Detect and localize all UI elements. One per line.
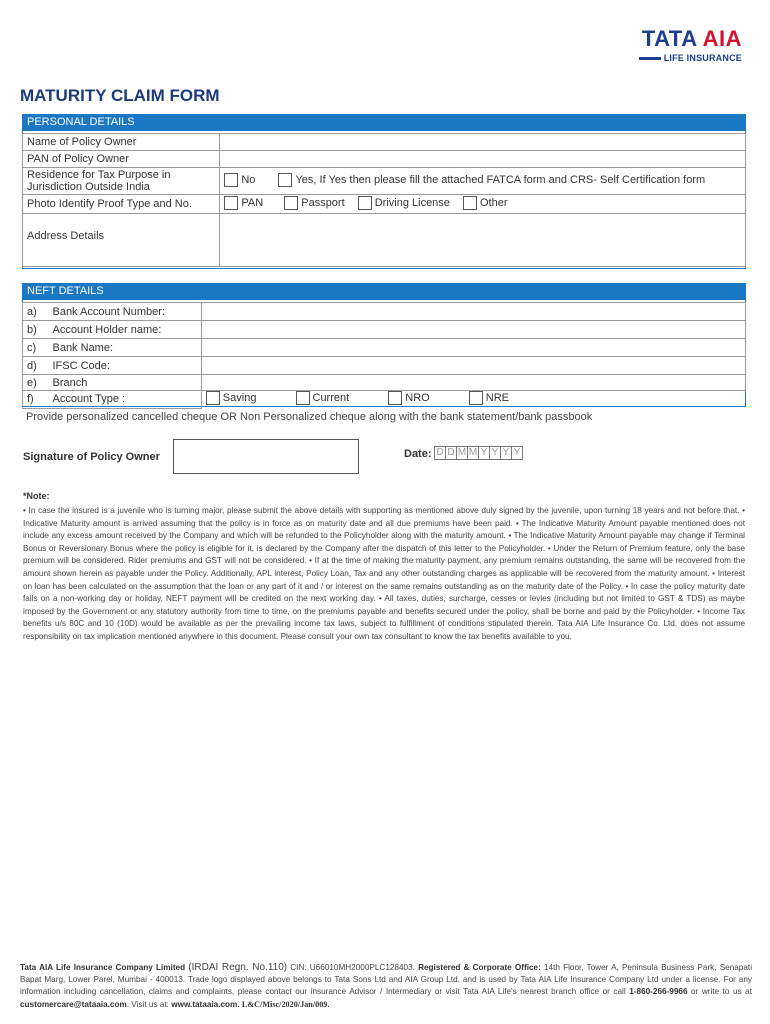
neft-details-table xyxy=(22,302,746,409)
date-cell-day-1[interactable]: D xyxy=(434,446,446,460)
neft-letter-f: f) xyxy=(23,391,49,409)
residence-label: Residence for Tax Purpose in Jurisdiction Outside India xyxy=(23,168,220,195)
logo-wordmark xyxy=(639,26,742,52)
cheque-instruction: Provide personalized cancelled cheque OR Non Personalized cheque along with the bank statement/bank passbook xyxy=(26,411,593,423)
footer-phone: 1-860-266-9966 xyxy=(629,987,688,997)
photo-option-other[interactable] xyxy=(463,196,508,210)
nre-checkbox[interactable] xyxy=(469,391,483,405)
photo-option-passport[interactable] xyxy=(284,196,344,210)
form-title: MATURITY CLAIM FORM xyxy=(20,86,220,105)
footer-company: Tata AIA Life Insurance Company Limited xyxy=(20,963,186,972)
photo-option-driving-license[interactable] xyxy=(358,196,450,210)
photo-passport-checkbox[interactable] xyxy=(284,196,298,210)
name-label: Name of Policy Owner xyxy=(23,134,220,151)
pan-label: PAN of Policy Owner xyxy=(23,151,220,168)
bank-account-number-label: Bank Account Number: xyxy=(48,303,201,321)
date-cell-year-4[interactable]: Y xyxy=(511,446,523,460)
logo-aia: AIA xyxy=(702,26,742,51)
bank-name-label: Bank Name: xyxy=(48,339,201,357)
account-type-options xyxy=(201,391,745,409)
personal-details-header: PERSONAL DETAILS xyxy=(22,114,746,131)
date-cell-year-3[interactable]: Y xyxy=(500,446,512,460)
residence-options xyxy=(220,168,746,195)
footer-email[interactable]: customercare@tataaia.com xyxy=(20,999,127,1009)
name-field[interactable] xyxy=(220,134,746,151)
nro-label: NRO xyxy=(405,392,430,404)
date-cell-year-2[interactable]: Y xyxy=(489,446,501,460)
photo-driving-license-label: Driving License xyxy=(374,196,450,209)
address-field[interactable] xyxy=(220,214,746,267)
account-type-nro[interactable] xyxy=(388,391,429,405)
logo-bar-icon xyxy=(639,57,661,60)
footer-regn: (IRDAI Regn. No.110) xyxy=(188,962,288,973)
note-body: • In case the insured is a juvenile who is turning major, please submit the above details with supporting as mentioned above duly signed by the juvenile, upon turning 18 years and not before that. • Indicative Maturity amount is arrived assuming that the policy is in force as on maturity date and all due premiums have been paid. • The Indicative Maturity Amount payable mentioned does not include any excess amount received by the Company and which will be refunded to the Policyholder along with the maturity amount. • The Indicative Maturity Amount payable may change if Terminal Bonus or Reversionary Bonus where the policy is eligible for it, is declared by the Company after the dispatch of this letter to the Policyholder. • Under the Return of Premium feature, only the base premium will be considered. Rider premiums and GST will not be considered. • If at the time of making the maturity payment, any premium remains outstanding, the same will be recovered from the amount shown herein as payable under the Policy. Additionally, APL interest, Policy Loan, Tax and any other outstanding charges as applicable will be recovered from the maturity amount. • Interest on loan has been calculated on the assumption that the loan or any part of it and / or interest on the same remains outstanding as on the maturity date of the Policy. • In case the policy maturity date falls on a non-working day or holiday, NEFT payment will be credited on the next working day. • All taxes, duties, surcharge, cesses or levies (including but not limited to GST & TDS) as maybe imposed by the Government or any statutory authority from time to time, on the premiums payable and benefits secured under the policy, shall be borne and paid by the Policyholder. • Income Tax benefits u/s 80C and 10 (10D) would be available as per the prevailing income tax laws, subject to fulfillment of conditions stipulated therein. Tata AIA Life Insurance Co. Ltd. does not assume responsibility on tax implication mentioned anywhere in this document. Please consult your own tax consultant to know the tax benefits available to you. xyxy=(23,506,745,641)
logo-tata: TATA xyxy=(641,26,697,51)
bank-name-field[interactable] xyxy=(201,339,745,357)
neft-letter-b: b) xyxy=(23,321,49,339)
date-cell-month-2[interactable]: M xyxy=(468,447,478,458)
ifsc-code-label: IFSC Code: xyxy=(48,357,201,375)
photo-proof-options xyxy=(220,195,746,214)
residence-yes-checkbox[interactable] xyxy=(278,173,292,187)
branch-field[interactable] xyxy=(201,375,745,391)
neft-details-header: NEFT DETAILS xyxy=(22,283,746,300)
account-type-current[interactable] xyxy=(296,391,350,405)
signature-box[interactable] xyxy=(173,439,359,474)
neft-letter-c: c) xyxy=(23,339,49,357)
note-heading: *Note: xyxy=(23,491,50,501)
photo-proof-label: Photo Identify Proof Type and No. xyxy=(23,195,220,214)
residence-no-checkbox[interactable] xyxy=(224,173,238,187)
personal-details-table xyxy=(22,133,746,267)
account-type-label: Account Type : xyxy=(48,391,201,409)
footer-website[interactable]: www.tataaia.com. xyxy=(171,999,240,1009)
footer-code: L&C/Misc/2020/Jan/009. xyxy=(241,999,330,1009)
branch-label: Branch xyxy=(48,375,201,391)
photo-pan-checkbox[interactable] xyxy=(224,196,238,210)
residence-yes-option[interactable] xyxy=(278,173,705,187)
photo-option-pan[interactable] xyxy=(224,196,263,210)
bank-account-number-field[interactable] xyxy=(201,303,745,321)
current-label: Current xyxy=(312,392,350,404)
account-holder-label: Account Holder name: xyxy=(48,321,201,339)
company-logo xyxy=(639,26,742,63)
current-checkbox[interactable] xyxy=(296,391,310,405)
pan-field[interactable] xyxy=(220,151,746,168)
residence-no-option[interactable] xyxy=(224,173,255,187)
footer-email-pre: or write to us at xyxy=(691,987,752,997)
neft-letter-a: a) xyxy=(23,303,49,321)
saving-label: Saving xyxy=(222,392,257,404)
date-cell-day-2[interactable]: D xyxy=(445,446,457,460)
logo-subtitle: LIFE INSURANCE xyxy=(663,53,742,63)
address-label: Address Details xyxy=(23,214,220,267)
date-label: Date: xyxy=(404,448,432,460)
photo-pan-label: PAN xyxy=(241,196,264,209)
account-type-nre[interactable] xyxy=(469,391,509,405)
nre-label: NRE xyxy=(485,392,509,404)
footer-cin: CIN: U66010MH2000PLC128403. xyxy=(290,963,415,972)
neft-letter-d: d) xyxy=(23,357,49,375)
ifsc-code-field[interactable] xyxy=(201,357,745,375)
saving-checkbox[interactable] xyxy=(206,391,220,405)
footer-office-label: Registered & Corporate Office: xyxy=(418,963,541,972)
neft-letter-e: e) xyxy=(23,375,49,391)
date-field[interactable] xyxy=(435,446,523,460)
account-holder-field[interactable] xyxy=(201,321,745,339)
residence-no-label: No xyxy=(241,173,256,186)
nro-checkbox[interactable] xyxy=(388,391,402,405)
logo-subline xyxy=(639,53,742,63)
account-type-saving[interactable] xyxy=(206,391,257,405)
date-cell-month-1[interactable]: M xyxy=(457,447,467,458)
photo-other-label: Other xyxy=(479,196,508,209)
residence-yes-label: Yes, If Yes then please fill the attached FATCA form and CRS- Self Certification form xyxy=(295,173,706,186)
photo-passport-label: Passport xyxy=(301,196,345,209)
footer xyxy=(20,962,752,1011)
photo-driving-license-checkbox[interactable] xyxy=(358,196,372,210)
footer-office-text: 14th Floor, Tower A, Peninsula Business Park, Senapati Bapat Marg, Lower Parel, Mumbai - 400013. Trade logo displayed above belongs to Tata Sons Ltd and AIA Group Ltd. and is used by Tata AIA Life Insurance Company Ltd under a license. For any information including cancellation, claims and complaints, please contact our insurance Advisor / Intermediary or visit Tata AIA Life's nearest branch office or call xyxy=(20,963,753,997)
signature-label: Signature of Policy Owner xyxy=(23,451,160,463)
footer-visit-pre: . Visit us at: xyxy=(126,999,169,1009)
date-cell-year-1[interactable]: Y xyxy=(478,446,490,460)
photo-other-checkbox[interactable] xyxy=(463,196,477,210)
